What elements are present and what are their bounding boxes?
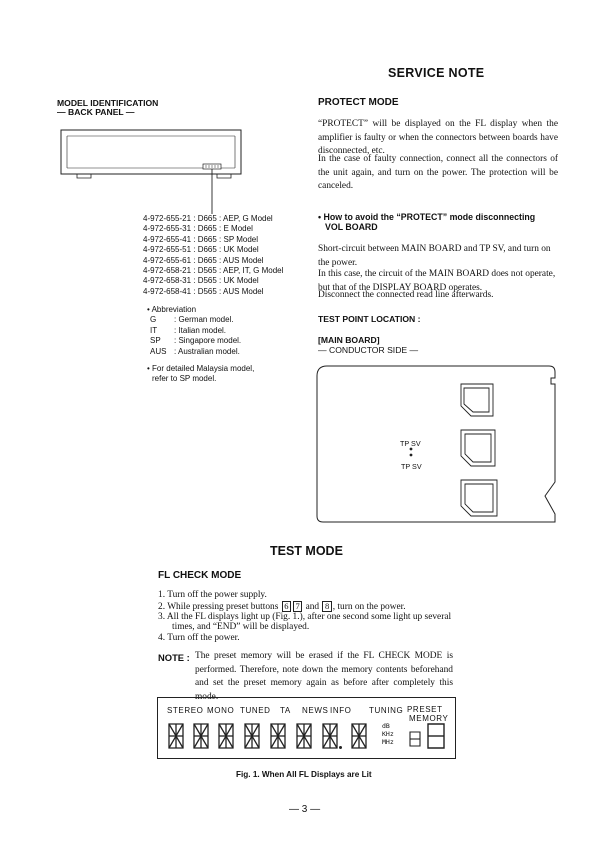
preset-big-digit xyxy=(426,722,446,750)
model-line: 4-972-658-31 : D565 : UK Model xyxy=(143,276,259,286)
fl-starburst-digit xyxy=(294,722,314,750)
abbreviation-title: • Abbreviation xyxy=(147,305,197,314)
test-point-dot xyxy=(410,448,413,451)
fl-starburst-digit xyxy=(191,722,211,750)
avoid-paragraph: In this case, the circuit of the MAIN BOARD does not operate, but that of the DISPLAY BOARD operates. xyxy=(318,269,556,293)
unit-labels xyxy=(382,722,394,746)
fl-check-step: 1. Turn off the power supply. xyxy=(158,590,267,600)
abbreviation-row: SP : Singapore model. xyxy=(150,336,242,345)
fl-starburst-digit xyxy=(349,722,369,750)
test-point-dot xyxy=(410,454,413,457)
indicator-info: INFO xyxy=(330,706,352,715)
model-list xyxy=(143,214,283,297)
test-mode-title: TEST MODE xyxy=(270,544,343,558)
model-line: 4-972-658-41 : D565 : AUS Model xyxy=(143,286,264,296)
model-line: 4-972-655-31 : D665 : E Model xyxy=(143,224,253,234)
unit-mhz: MHz xyxy=(382,738,394,746)
indicator-memory: MEMORY xyxy=(409,714,449,723)
unit-db: dB xyxy=(382,722,390,730)
malaysia-note: • For detailed Malaysia model, xyxy=(147,364,255,373)
indicator-preset: PRESET xyxy=(407,705,443,714)
fl-check-step: 3. All the FL displays light up (Fig. 1.), after one second some light up several xyxy=(158,612,452,622)
model-identification-subtitle: — BACK PANEL — xyxy=(57,107,135,117)
conductor-side-label: — CONDUCTOR SIDE — xyxy=(318,345,419,355)
fl-starburst-digit xyxy=(268,722,288,750)
unit-khz: KHz xyxy=(382,730,394,738)
fl-check-step-continued: times, and “END” will be displayed. xyxy=(172,622,310,632)
fl-starburst-digit xyxy=(216,722,236,750)
indicator-tuned: TUNED xyxy=(240,706,271,715)
note-label: NOTE : xyxy=(158,652,190,663)
figure-caption: Fig. 1. When All FL Displays are Lit xyxy=(236,770,372,779)
avoid-paragraph: Disconnect the connected read line afterwards. xyxy=(318,290,494,300)
model-line: 4-972-658-21 : D565 : AEP, IT, G Model xyxy=(143,266,284,276)
model-line: 4-972-655-41 : D665 : SP Model xyxy=(143,234,259,244)
avoid-paragraph: Short-circuit between MAIN BOARD and TP SV, and turn on the power. xyxy=(318,244,551,268)
abbreviation-list xyxy=(150,315,241,357)
model-line: 4-972-655-21 : D665 : AEP, G Model xyxy=(143,214,273,223)
model-line: 4-972-655-51 : D665 : UK Model xyxy=(143,245,259,255)
malaysia-note-line2: refer to SP model. xyxy=(152,374,217,383)
tp-sv-label-bottom: TP SV xyxy=(401,462,422,471)
protect-mode-paragraph: “PROTECT” will be displayed on the FL display when the amplifier is faulty or when the connectors between boards have disconnected, etc. xyxy=(318,119,558,157)
abbreviation-row: AUS : Australian model. xyxy=(150,346,240,356)
back-panel-diagram xyxy=(57,124,247,216)
preset-button-8: 8 xyxy=(322,601,331,612)
test-point-title: TEST POINT LOCATION : xyxy=(318,314,421,324)
main-board-label: [MAIN BOARD] xyxy=(318,335,380,345)
avoid-protect-title-line2: VOL BOARD xyxy=(325,222,378,232)
tp-sv-label-top: TP SV xyxy=(400,439,421,448)
fl-starburst-digit xyxy=(242,722,262,750)
indicator-mono: MONO xyxy=(207,706,235,715)
main-board-diagram xyxy=(315,364,560,526)
note-text: The preset memory will be erased if the FL CHECK MODE is performed. Therefore, note down the memory contents beforehand and set the preset memory again as before after completely this mode. xyxy=(195,651,453,702)
indicator-news: NEWS xyxy=(302,706,329,715)
fl-starburst-digit xyxy=(320,722,340,750)
avoid-protect-title: • How to avoid the “PROTECT” mode disconnecting xyxy=(318,212,536,222)
indicator-stereo: STEREO xyxy=(167,706,204,715)
preset-button-6: 6 xyxy=(282,601,291,612)
indicator-ta: TA xyxy=(280,706,291,715)
protect-mode-paragraph: In the case of faulty connection, connect all the connectors of the unit again, and turn on the power. The protection will be canceled. xyxy=(318,154,558,192)
page-title: SERVICE NOTE xyxy=(388,66,485,80)
abbreviation-row: IT : Italian model. xyxy=(150,325,227,335)
model-identification-title: MODEL IDENTIFICATION xyxy=(57,98,159,108)
fl-check-step: 4. Turn off the power. xyxy=(158,633,240,643)
preset-small-digit xyxy=(408,730,422,748)
abbreviation-row: G : German model. xyxy=(150,315,234,324)
decimal-point xyxy=(339,746,342,749)
indicator-tuning: TUNING xyxy=(369,706,404,715)
preset-button-7: 7 xyxy=(293,601,302,612)
fl-check-step: 2. While pressing preset buttons 6 7 and 8 , turn on the power. xyxy=(158,601,406,612)
page-number: — 3 — xyxy=(289,804,321,815)
model-line: 4-972-655-61 : D665 : AUS Model xyxy=(143,255,264,265)
fl-starburst-digit xyxy=(166,722,186,750)
fl-check-mode-title: FL CHECK MODE xyxy=(158,570,242,581)
protect-mode-title: PROTECT MODE xyxy=(318,97,399,108)
